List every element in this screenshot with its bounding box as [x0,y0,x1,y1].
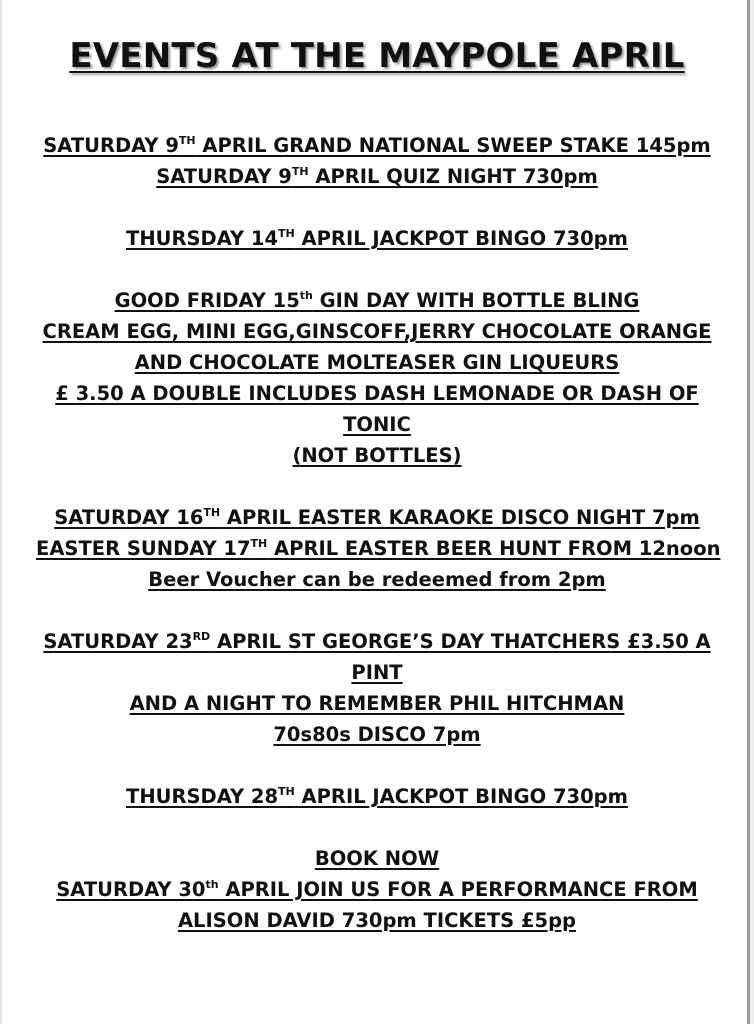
event-line: ALISON DAVID 730pm TICKETS £5pp [177,909,577,932]
event-line: SATURDAY 9TH APRIL QUIZ NIGHT 730pm [156,164,598,188]
event-line: Beer Voucher can be redeemed from 2pm [148,568,606,591]
scrollbar-track[interactable] [750,0,754,1024]
event-line: EASTER SUNDAY 17TH APRIL EASTER BEER HUNT FROM 12noon [36,536,721,560]
event-line: 70s80s DISCO 7pm [273,723,481,746]
page-left-edge [0,0,2,1024]
event-line: SATURDAY 23RD APRIL ST GEORGE’S DAY THATCHERS £3.50 A [43,629,711,653]
book-now-heading: BOOK NOW [314,847,440,870]
event-line: CREAM EGG, MINI EGG,GINSCOFF,JERRY CHOCOLATE ORANGE [42,320,712,343]
event-line: SATURDAY 30th APRIL JOIN US FOR A PERFORMANCE FROM [56,877,698,901]
event-line: AND CHOCOLATE MOLTEASER GIN LIQUEURS [134,351,620,374]
events-list [36,130,721,936]
event-line: (NOT BOTTLES) [292,444,462,467]
event-line: THURSDAY 14TH APRIL JACKPOT BINGO 730pm [126,226,628,250]
event-line: £ 3.50 A DOUBLE INCLUDES DASH LEMONADE OR DASH OF [55,382,699,405]
page-title: EVENTS AT THE MAYPOLE APRIL [69,36,685,76]
event-line: AND A NIGHT TO REMEMBER PHIL HITCHMAN [129,692,625,715]
event-line: SATURDAY 9TH APRIL GRAND NATIONAL SWEEP STAKE 145pm [43,133,711,157]
event-line: SATURDAY 16TH APRIL EASTER KARAOKE DISCO NIGHT 7pm [54,505,700,529]
event-line: PINT [351,661,403,684]
event-line: TONIC [343,413,411,436]
event-line: THURSDAY 28TH APRIL JACKPOT BINGO 730pm [126,784,628,808]
scrollbar-thumb[interactable] [747,0,750,1024]
event-line: GOOD FRIDAY 15th GIN DAY WITH BOTTLE BLING [114,288,640,312]
